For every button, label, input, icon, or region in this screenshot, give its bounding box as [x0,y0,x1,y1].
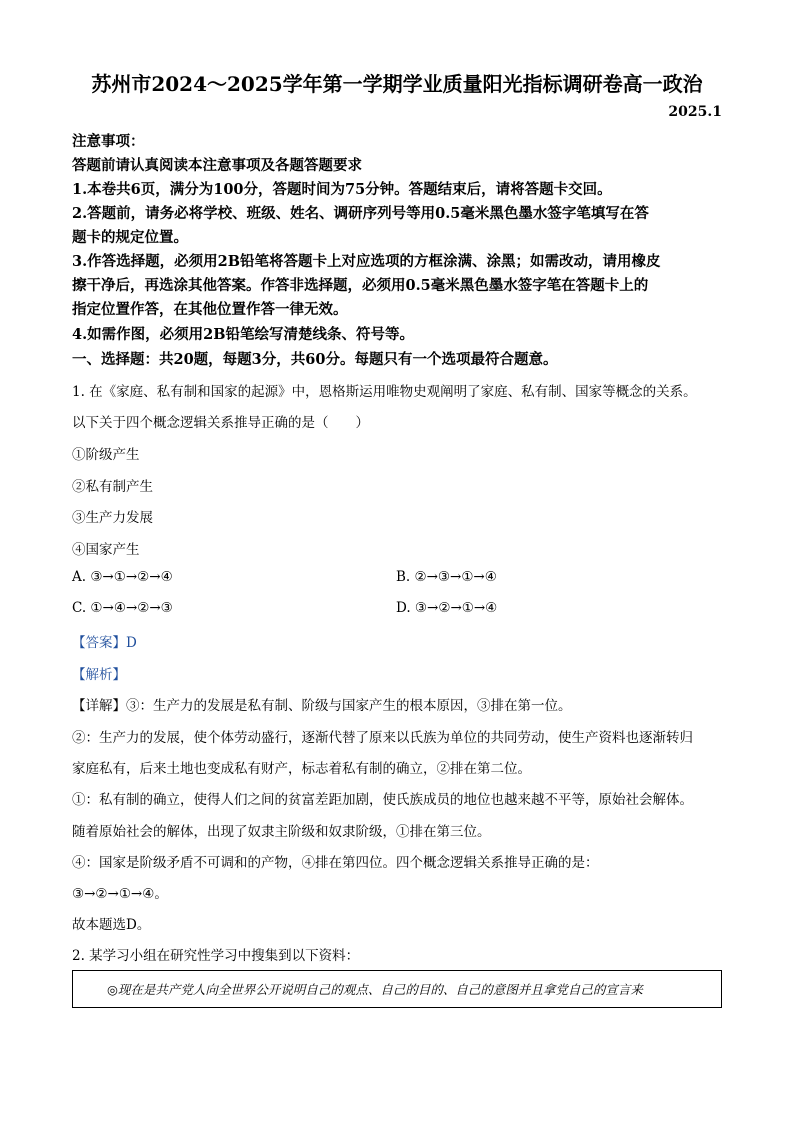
notice-line: 2.答题前，请务必将学校、班级、姓名、调研序列号等用0.5毫米黑色墨水签字笔填写在答 [72,205,649,222]
quote-box [72,970,722,1008]
question-stem: 1. 在《家庭、私有制和国家的起源》中，恩格斯运用唯物史观阐明了家庭、私有制、国家等概念的关系。 [72,384,697,400]
notice-line: 1.本卷共6页，满分为100分，答题时间为75分钟。答题结束后，请将答题卡交回。 [72,181,612,198]
notice-line: 指定位置作答，在其他位置作答一律无效。 [72,301,348,318]
option-c: C. ①→④→②→③ [72,600,173,616]
section-heading: 一、选择题：共20题，每题3分，共60分。每题只有一个选项最符合题意。 [72,351,558,368]
option-b: B. ②→③→①→④ [396,569,497,585]
quote-text: ◎现在是共产党人向全世界公开说明自己的观点、自己的目的、自己的意图并且拿党自己的宣言来 [107,982,643,997]
detail-line: ④：国家是阶级矛盾不可调和的产物，④排在第四位。四个概念逻辑关系推导正确的是： [72,855,599,871]
detail-line: ②：生产力的发展，使个体劳动盛行，逐渐代替了原来以氏族为单位的共同劳动，使生产资料也逐渐转归 [72,730,693,746]
question-stem: 以下关于四个概念逻辑关系推导正确的是（ ） [72,415,369,431]
notice-line: 4.如需作图，必须用2B铅笔绘写清楚线条、符号等。 [72,326,414,343]
detail-line: 家庭私有，后来土地也变成私有财产，标志着私有制的确立，②排在第二位。 [72,761,531,777]
detail-line: 故本题选D。 [72,917,151,933]
list-item: ①阶级产生 [72,447,140,463]
question-stem: 2. 某学习小组在研究性学习中搜集到以下资料： [72,948,360,964]
option-d: D. ③→②→①→④ [396,600,498,616]
detail-line: ③→②→①→④。 [72,886,168,902]
notice-line: 擦干净后，再选涂其他答案。作答非选择题，必须用0.5毫米黑色墨水签字笔在答题卡上的 [72,277,649,294]
detail-line: 【详解】③：生产力的发展是私有制、阶级与国家产生的根本原因，③排在第一位。 [72,698,572,714]
detail-line: 随着原始社会的解体，出现了奴隶主阶级和奴隶阶级，①排在第三位。 [72,824,491,840]
analysis-heading: 【解析】 [72,667,126,683]
notice-heading: 注意事项： [72,133,145,150]
option-a: A. ③→①→②→④ [72,569,173,585]
page-title: 苏州市2024～2025学年第一学期学业质量阳光指标调研卷高一政治 [91,72,703,96]
exam-date: 2025.1 [668,104,722,120]
list-item: ④国家产生 [72,542,140,558]
list-item: ②私有制产生 [72,479,153,495]
answer-line: 【答案】D [72,635,137,651]
detail-line: ①：私有制的确立，使得人们之间的贫富差距加剧，使氏族成员的地位也越来越不平等，原始社会解体。 [72,792,693,808]
notice-line: 答题前请认真阅读本注意事项及各题答题要求 [72,157,362,174]
notice-line: 题卡的规定位置。 [72,229,188,246]
notice-line: 3.作答选择题，必须用2B铅笔将答题卡上对应选项的方框涂满、涂黑；如需改动，请用橡皮 [72,253,661,270]
list-item: ③生产力发展 [72,510,153,526]
